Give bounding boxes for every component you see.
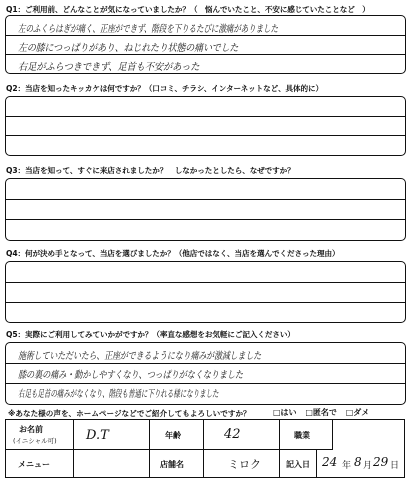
job-label: 職業	[294, 431, 310, 440]
q4-answer-box	[5, 261, 406, 323]
q2-answer-box	[5, 96, 406, 156]
age-value[interactable]: 42	[224, 427, 241, 442]
date-month-unit: 月	[363, 461, 373, 471]
date-year-unit: 年	[342, 461, 352, 471]
q5-label: Q5：実際にご利用してみていかがですか？（率直な感想をお気軽にご記入ください）	[6, 330, 295, 339]
q1-label: Q1：ご利用前、どんなことが気になっていましたか？（ 悩んでいたこと、不安に感じていたことなど ）	[6, 5, 370, 14]
q3-label: Q3：当店を知って、すぐに来店されましたか？ しなかったとしたら、なぜですか？	[6, 166, 295, 175]
q1-answer-line-2: 左の膝につっぱりがあり、ねじれたり状態の痛いでした	[18, 43, 239, 54]
customer-info-table	[5, 419, 405, 478]
date-day-unit: 日	[390, 461, 400, 471]
consent-no-checkbox[interactable]: □ダメ	[345, 408, 370, 417]
date-month-value[interactable]: 8	[354, 455, 362, 469]
name-value[interactable]: D.T	[86, 428, 109, 443]
consent-yes-checkbox[interactable]: □はい	[273, 408, 297, 417]
name-label: お名前	[19, 425, 43, 434]
q5-answer-line-1: 施術していただいたら、正座ができるようになり痛みが激減しました	[18, 351, 262, 362]
q2-label: Q2：当店を知ったキッカケは何ですか？（口コミ、チラシ、インターネットなど、具体的に）	[6, 84, 324, 93]
name-sub-label: (イニシャル可)	[13, 437, 57, 445]
publish-consent-note: ※あなた様の声を、ホームページなどでご紹介してもよろしいですか？	[8, 409, 251, 418]
date-year-value[interactable]: 24	[322, 455, 338, 469]
q5-answer-line-3: 右足も足首の痛みがなくなり、階段も普通に下りれる様になりました	[18, 389, 219, 400]
q5-answer-line-2: 膝の裏の痛み・動かしやすくなり、つっぱりがなくなりました	[18, 370, 243, 381]
date-label: 記入日	[286, 460, 310, 469]
q3-answer-box	[5, 178, 406, 241]
store-value[interactable]: ミロク	[228, 458, 261, 471]
consent-anonymous-checkbox[interactable]: □匿名で	[305, 408, 337, 417]
q1-answer-line-3: 右足がふらつきできず、足首も不安があった	[18, 62, 200, 73]
store-label: 店舗名	[160, 460, 184, 469]
q4-label: Q4：何が決め手となって、当店を選びましたか？（他店ではなく、当店を選んでくださった理由）	[6, 249, 340, 258]
menu-label: メニュー	[18, 460, 50, 469]
age-label: 年齢	[165, 431, 181, 440]
publish-consent-options	[273, 407, 375, 418]
q1-answer-line-1: 左のふくらはぎが痛く、正座ができず、階段を下りるたびに激痛がありました	[18, 24, 278, 35]
date-day-value[interactable]: 29	[373, 455, 389, 469]
